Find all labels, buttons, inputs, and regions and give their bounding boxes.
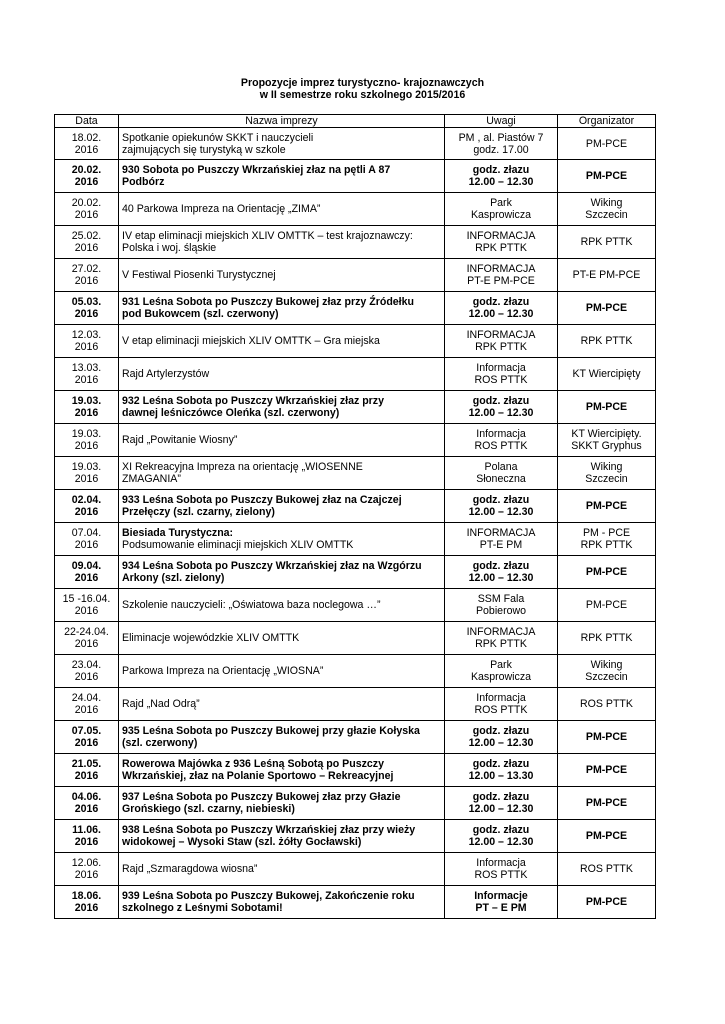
event-name-cell [119, 128, 445, 160]
organizer-line: RPK PTTK [580, 236, 633, 248]
date-line: 2016 [74, 407, 99, 419]
notes-cell [445, 820, 558, 853]
notes-cell [445, 128, 558, 160]
notes-line: ROS PTTK [474, 869, 528, 881]
organizer-cell [558, 622, 656, 655]
date-cell [55, 886, 119, 919]
notes-line: Informacja [476, 692, 526, 704]
date-line: 2016 [74, 209, 99, 221]
table-row [55, 292, 656, 325]
notes-line: godz. 17.00 [473, 143, 529, 156]
date-line: 2016 [74, 242, 99, 254]
organizer-line: Szczecin [585, 473, 628, 485]
event-name-line: dawnej leśniczówce Oleńka (szl. czerwony) [122, 407, 340, 419]
date-line: 12.03. [71, 329, 102, 341]
date-line: 2016 [74, 869, 99, 881]
notes-cell [445, 226, 558, 259]
notes-line: ROS PTTK [474, 440, 528, 452]
date-line: 19.03. [71, 395, 102, 407]
notes-cell [445, 457, 558, 490]
event-name-cell [119, 523, 445, 556]
date-line: 2016 [74, 671, 99, 683]
date-line: 2016 [74, 539, 99, 551]
event-name-line: 931 Leśna Sobota po Puszczy Bukowej złaz przy Źródełku [122, 296, 414, 308]
date-cell [55, 358, 119, 391]
notes-line: Kasprowicza [470, 671, 532, 683]
table-row [55, 754, 656, 787]
event-name-cell [119, 358, 445, 391]
header-date: Data [55, 115, 119, 128]
notes-line: PT-E PM-PCE [467, 275, 535, 287]
notes-cell [445, 325, 558, 358]
notes-cell [445, 424, 558, 457]
date-line: 2016 [74, 506, 99, 518]
date-line: 2016 [74, 737, 99, 749]
event-name-line: 935 Leśna Sobota po Puszczy Bukowej przy głazie Kołyska [122, 725, 420, 737]
organizer-line: PM-PCE [585, 797, 628, 809]
notes-line: godz. złazu [472, 560, 530, 572]
notes-line: INFORMACJA [466, 263, 536, 275]
header-organizer: Organizator [558, 115, 656, 128]
event-name-cell [119, 259, 445, 292]
date-cell [55, 226, 119, 259]
notes-cell [445, 754, 558, 787]
organizer-line: PM-PCE [585, 764, 628, 776]
organizer-line: RPK PTTK [580, 539, 633, 551]
organizer-cell [558, 128, 656, 160]
organizer-cell [558, 292, 656, 325]
notes-line: 12.00 – 12.30 [468, 176, 534, 188]
notes-line: godz. złazu [472, 494, 530, 506]
organizer-line: PM-PCE [585, 731, 628, 743]
date-line: 2016 [74, 374, 99, 386]
organizer-line: Wiking [590, 461, 623, 473]
table-row [55, 886, 656, 919]
organizer-cell [558, 655, 656, 688]
table-row [55, 589, 656, 622]
date-line: 2016 [74, 704, 99, 716]
organizer-cell [558, 688, 656, 721]
event-name-line: V etap eliminacji miejskich XLIV OMTTK – Gra miejska [122, 335, 380, 347]
table-row [55, 358, 656, 391]
table-row [55, 556, 656, 589]
notes-line: 12.00 – 12.30 [468, 308, 534, 320]
date-line: 11.06. [72, 824, 101, 836]
notes-line: godz. złazu [472, 824, 530, 836]
table-row [55, 523, 656, 556]
notes-line: SSM Fala [477, 593, 525, 605]
date-line: 13.03. [71, 362, 102, 374]
document-title [0, 77, 725, 101]
event-name-line: 938 Leśna Sobota po Puszczy Wkrzańskiej złaz przy wieży [122, 824, 416, 836]
event-name-line: 932 Leśna Sobota po Puszczy Wkrzańskiej złaz przy [122, 395, 384, 407]
event-name-cell [119, 622, 445, 655]
organizer-line: PM - PCE [582, 527, 631, 539]
date-cell [55, 820, 119, 853]
event-name-line: 939 Leśna Sobota po Puszczy Bukowej, Zakończenie roku [122, 890, 415, 902]
notes-line: Park [490, 197, 512, 209]
table-row [55, 655, 656, 688]
event-name-line: zajmujących się turystyką w szkole [122, 143, 286, 156]
event-name-line: 937 Leśna Sobota po Puszczy Bukowej złaz przy Głazie [122, 791, 401, 803]
notes-line: 12.00 – 12.30 [468, 803, 534, 815]
organizer-cell [558, 886, 656, 919]
table-row [55, 787, 656, 820]
date-line: 18.06. [71, 890, 102, 902]
organizer-line: PM-PCE [585, 896, 628, 908]
notes-line: 12.00 – 12.30 [468, 506, 534, 518]
notes-cell [445, 721, 558, 754]
event-name-line: szkolnego z Leśnymi Sobotami! [122, 902, 283, 914]
notes-line: ROS PTTK [474, 374, 528, 386]
notes-line: PT-E PM [479, 539, 523, 551]
date-line: 04.06. [71, 791, 102, 803]
event-name-line: Podbórz [122, 176, 165, 188]
date-line: 27.02. [71, 263, 102, 275]
table-row [55, 457, 656, 490]
notes-line: Polana [484, 461, 518, 473]
organizer-cell [558, 721, 656, 754]
notes-cell [445, 622, 558, 655]
date-line: 21.05. [71, 758, 102, 770]
organizer-line: PM-PCE [585, 830, 628, 842]
notes-cell [445, 655, 558, 688]
date-line: 07.04. [71, 527, 102, 539]
organizer-cell [558, 358, 656, 391]
header-uwagi: Uwagi [445, 115, 558, 128]
notes-cell [445, 391, 558, 424]
event-name-line: V Festiwal Piosenki Turystycznej [122, 269, 276, 281]
notes-cell [445, 193, 558, 226]
notes-line: INFORMACJA [466, 329, 536, 341]
date-line: 2016 [74, 902, 99, 914]
organizer-cell [558, 160, 656, 193]
organizer-line: PM-PCE [585, 401, 628, 413]
date-line: 24.04. [71, 692, 102, 704]
date-line: 2016 [74, 275, 99, 287]
event-name-line: Arkony (szl. zielony) [122, 572, 225, 584]
notes-line: PM , al. Piastów 7 [458, 131, 544, 144]
table-row [55, 424, 656, 457]
date-line: 19.03. [71, 461, 102, 473]
notes-cell [445, 787, 558, 820]
table-row [55, 688, 656, 721]
date-line: 15 -16.04. [62, 593, 111, 605]
notes-line: INFORMACJA [466, 527, 536, 539]
date-cell [55, 622, 119, 655]
event-name-line: IV etap eliminacji miejskich XLIV OMTTK – test krajoznawczy: [122, 230, 413, 242]
notes-line: RPK PTTK [475, 341, 527, 353]
date-cell [55, 754, 119, 787]
notes-cell [445, 688, 558, 721]
date-cell [55, 523, 119, 556]
date-line: 20.02. [71, 164, 102, 176]
notes-cell [445, 358, 558, 391]
notes-line: RPK PTTK [475, 638, 527, 650]
organizer-cell [558, 457, 656, 490]
header-name: Nazwa imprezy [119, 115, 445, 128]
notes-line: Pobierowo [475, 605, 527, 617]
date-cell [55, 160, 119, 193]
event-name-cell [119, 193, 445, 226]
date-cell [55, 655, 119, 688]
date-cell [55, 853, 119, 886]
table-header-row [55, 115, 656, 128]
table-row [55, 325, 656, 358]
notes-cell [445, 556, 558, 589]
notes-cell [445, 259, 558, 292]
notes-cell [445, 490, 558, 523]
date-line: 18.02. [71, 131, 102, 144]
date-cell [55, 688, 119, 721]
notes-line: RPK PTTK [475, 242, 527, 254]
organizer-cell [558, 589, 656, 622]
organizer-line: RPK PTTK [580, 335, 633, 347]
event-name-line: XI Rekreacyjna Impreza na orientację „WIOSENNE [122, 461, 363, 473]
notes-line: 12.00 – 12.30 [468, 737, 534, 749]
notes-line: godz. złazu [472, 164, 530, 176]
organizer-line: PM-PCE [585, 599, 628, 611]
organizer-cell [558, 325, 656, 358]
date-cell [55, 457, 119, 490]
event-name-line: Polska i woj. śląskie [122, 242, 217, 254]
date-cell [55, 128, 119, 160]
event-name-line: Podsumowanie eliminacji miejskich XLIV OMTTK [122, 539, 354, 551]
date-line: 2016 [74, 770, 99, 782]
event-name-cell [119, 391, 445, 424]
event-name-cell [119, 754, 445, 787]
organizer-line: ROS PTTK [580, 863, 633, 875]
event-name-cell [119, 160, 445, 193]
date-line: 2016 [74, 440, 99, 452]
table-row [55, 490, 656, 523]
notes-line: Informacja [476, 857, 526, 869]
event-name-line: Eliminacje wojewódzkie XLIV OMTTK [122, 632, 300, 644]
table-row [55, 622, 656, 655]
date-line: 19.03. [71, 428, 102, 440]
event-name-cell [119, 787, 445, 820]
notes-line: Informacja [476, 362, 526, 374]
event-name-cell [119, 853, 445, 886]
event-name-cell [119, 457, 445, 490]
notes-cell [445, 886, 558, 919]
notes-cell [445, 853, 558, 886]
title-line-1: Propozycje imprez turystyczno- krajoznawczych [240, 77, 485, 89]
notes-line: INFORMACJA [466, 230, 536, 242]
date-line: 09.04. [71, 560, 102, 572]
organizer-cell [558, 259, 656, 292]
event-name-cell [119, 325, 445, 358]
notes-line: PT – E PM [475, 902, 527, 914]
event-name-cell [119, 655, 445, 688]
date-line: 22-24.04. [64, 626, 109, 638]
date-line: 2016 [74, 176, 99, 188]
notes-line: godz. złazu [472, 395, 530, 407]
organizer-cell [558, 754, 656, 787]
date-cell [55, 424, 119, 457]
table-row [55, 226, 656, 259]
event-name-line: Spotkanie opiekunów SKKT i nauczycieli [122, 131, 314, 144]
event-name-line: Grońskiego (szl. czarny, niebieski) [122, 803, 295, 815]
event-name-line: 934 Leśna Sobota po Puszczy Wkrzańskiej złaz na Wzgórzu [122, 560, 422, 572]
date-cell [55, 391, 119, 424]
date-line: 2016 [74, 341, 99, 353]
organizer-cell [558, 391, 656, 424]
event-name-line: 933 Leśna Sobota po Puszczy Bukowej złaz na Czajczej [122, 494, 402, 506]
notes-line: 12.00 – 12.30 [468, 836, 534, 848]
organizer-cell [558, 787, 656, 820]
notes-line: godz. złazu [472, 758, 530, 770]
date-cell [55, 589, 119, 622]
table-row [55, 853, 656, 886]
organizer-line: Wiking [590, 659, 623, 671]
event-name-cell [119, 886, 445, 919]
event-name-line: Rajd „Powitanie Wiosny” [122, 434, 238, 446]
date-line: 23.04. [71, 659, 102, 671]
event-name-cell [119, 820, 445, 853]
organizer-cell [558, 556, 656, 589]
event-name-line: Parkowa Impreza na Orientację „WIOSNA” [122, 665, 324, 677]
organizer-line: SKKT Gryphus [571, 440, 642, 452]
event-name-cell [119, 688, 445, 721]
notes-line: godz. złazu [472, 725, 530, 737]
notes-cell [445, 523, 558, 556]
event-name-cell [119, 424, 445, 457]
organizer-cell [558, 193, 656, 226]
event-name-line: 930 Sobota po Puszczy Wkrzańskiej złaz na pętli A 87 [122, 164, 391, 176]
date-line: 2016 [74, 473, 99, 485]
organizer-cell [558, 523, 656, 556]
organizer-line: RPK PTTK [580, 632, 633, 644]
event-name-line: Szkolenie nauczycieli: „Oświatowa baza noclegowa …” [122, 599, 381, 611]
notes-cell [445, 160, 558, 193]
date-cell [55, 292, 119, 325]
date-line: 02.04. [71, 494, 102, 506]
event-name-line: widokowej – Wysoki Staw (szl. żółty Gocławski) [122, 836, 362, 848]
notes-line: Słoneczna [476, 473, 526, 485]
event-name-cell [119, 556, 445, 589]
table-row [55, 193, 656, 226]
date-cell [55, 490, 119, 523]
notes-line: godz. złazu [472, 296, 530, 308]
event-name-line: Rajd „Nad Odrą” [122, 698, 200, 710]
organizer-line: PT-E PM-PCE [572, 269, 641, 281]
event-name-line: ZMAGANIA” [122, 473, 181, 485]
date-cell [55, 259, 119, 292]
date-line: 05.03. [71, 296, 102, 308]
date-line: 2016 [74, 572, 99, 584]
event-name-line: 40 Parkowa Impreza na Orientację „ZIMA” [122, 203, 321, 215]
notes-line: ROS PTTK [474, 704, 528, 716]
date-line: 2016 [74, 638, 99, 650]
organizer-line: ROS PTTK [580, 698, 633, 710]
date-line: 20.02. [71, 197, 102, 209]
organizer-line: PM-PCE [585, 566, 628, 578]
table-row [55, 820, 656, 853]
date-line: 2016 [74, 803, 99, 815]
date-cell [55, 787, 119, 820]
organizer-line: Szczecin [585, 209, 628, 221]
organizer-cell [558, 820, 656, 853]
notes-cell [445, 589, 558, 622]
notes-line: 12.00 – 12.30 [468, 407, 534, 419]
organizer-cell [558, 490, 656, 523]
notes-cell [445, 292, 558, 325]
notes-line: Informacje [474, 890, 528, 902]
event-name-line: Rajd „Szmaragdowa wiosna” [122, 863, 258, 875]
events-table [54, 114, 656, 919]
date-line: 2016 [74, 836, 99, 848]
notes-line: godz. złazu [472, 791, 530, 803]
organizer-cell [558, 424, 656, 457]
event-name-line: (szl. czerwony) [122, 737, 198, 749]
event-name-line: Rajd Artylerzystów [122, 368, 210, 380]
event-name-cell [119, 490, 445, 523]
table-row [55, 160, 656, 193]
organizer-cell [558, 226, 656, 259]
notes-line: Kasprowicza [470, 209, 532, 221]
event-name-cell [119, 589, 445, 622]
table-row [55, 259, 656, 292]
notes-line: 12.00 – 13.30 [468, 770, 534, 782]
notes-line: 12.00 – 12.30 [468, 572, 534, 584]
organizer-cell [558, 853, 656, 886]
organizer-line: PM-PCE [585, 170, 628, 182]
notes-line: Informacja [476, 428, 526, 440]
date-cell [55, 325, 119, 358]
organizer-line: Szczecin [585, 671, 628, 683]
table-row [55, 721, 656, 754]
date-line: 07.05. [71, 725, 102, 737]
notes-line: INFORMACJA [466, 626, 536, 638]
organizer-line: Wiking [590, 197, 623, 209]
event-name-line: Biesiada Turystyczna: [122, 527, 234, 539]
organizer-line: PM-PCE [585, 302, 628, 314]
date-cell [55, 556, 119, 589]
event-name-line: pod Bukowcem (szl. czerwony) [122, 308, 279, 320]
date-line: 2016 [74, 308, 99, 320]
event-name-cell [119, 292, 445, 325]
event-name-line: Przełęczy (szl. czarny, zielony) [122, 506, 275, 518]
title-line-2: w II semestrze roku szkolnego 2015/2016 [259, 89, 466, 101]
event-name-cell [119, 226, 445, 259]
date-line: 2016 [74, 143, 99, 156]
date-line: 25.02. [71, 230, 102, 242]
table-body [55, 128, 656, 919]
organizer-line: KT Wiercipięty [572, 368, 641, 380]
organizer-line: PM-PCE [585, 500, 628, 512]
table-row [55, 391, 656, 424]
organizer-line: KT Wiercipięty. [571, 428, 642, 440]
table-row [55, 128, 656, 160]
date-line: 12.06. [71, 857, 102, 869]
date-cell [55, 193, 119, 226]
event-name-line: Wkrzańskiej, złaz na Polanie Sportowo – Rekreacyjnej [122, 770, 394, 782]
event-name-line: Rowerowa Majówka z 936 Leśną Sobotą po Puszczy [122, 758, 384, 770]
date-cell [55, 721, 119, 754]
event-name-cell [119, 721, 445, 754]
date-line: 2016 [74, 605, 99, 617]
notes-line: Park [490, 659, 512, 671]
organizer-line: PM-PCE [585, 137, 628, 150]
